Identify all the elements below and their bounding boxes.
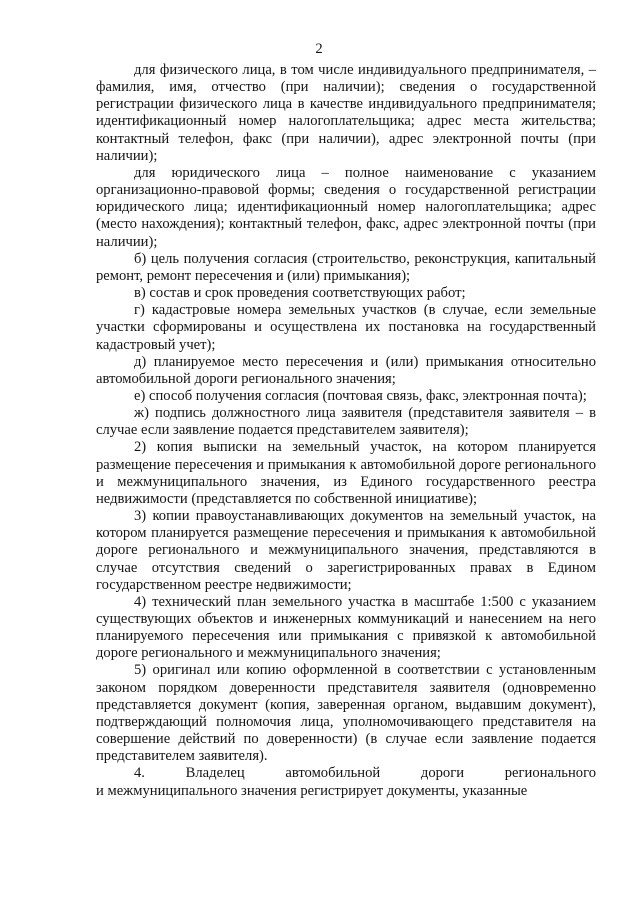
- paragraph-item-zh: ж) подпись должностного лица заявителя (представителя заявителя – в случае если заявление подается представителем заявителя);: [96, 405, 596, 439]
- paragraph-section-4-continued: и межмуниципального значения регистрирует документы, указанные: [96, 782, 528, 799]
- paragraph-item-e: е) способ получения согласия (почтовая связь, факс, электронная почта);: [134, 387, 587, 404]
- paragraph-point-4: 4) технический план земельного участка в масштабе 1:500 с указанием существующих объектов и инженерных коммуникаций и нанесением на него планируемого пересечения или примыкания с привязкой к автомобильной дороге регионального и межмуниципального значения;: [96, 593, 596, 662]
- paragraph-item-v: в) состав и срок проведения соответствующих работ;: [134, 285, 466, 302]
- paragraph-individual-requisites: для физического лица, в том числе индивидуального предпринимателя, – фамилия, имя, отчество (при наличии); сведения о государственной регистрации физического лица в качестве индивидуального предпринимателя; идентификационный номер налогоплательщика; адрес места жительства; контактный телефон, факс (при наличии), адрес электронной почты (при наличии);: [96, 62, 596, 164]
- paragraph-point-2: 2) копия выписки на земельный участок, на котором планируется размещение пересечения и примыкания к автомобильной дороге регионального и межмуниципального значения, из Единого государственного реестра недвижимости (представляется по собственной инициативе);: [96, 439, 596, 507]
- paragraph-legal-entity-requisites: для юридического лица – полное наименование с указанием организационно-правовой формы; сведения о государственной регистрации юридического лица; идентификационный номер налогоплательщика; адрес (место нахождения); контактный телефон, факс, адрес электронной почты (при наличии);: [96, 164, 596, 250]
- paragraph-point-5: 5) оригинал или копию оформленной в соответствии с установленным законом порядком доверенности представителя заявителя (одновременно представляется документ (копия, заверенная органом, выдавшим документ), подтверждающий полномочия лица, уполномочивающего представителя на совершение действий по доверенности) (в случае если заявление подается представителем заявителя).: [96, 662, 596, 765]
- paragraph-section-4: 4. Владелец автомобильной дороги регионального: [134, 765, 596, 782]
- paragraph-item-g: г) кадастровые номера земельных участков (в случае, если земельные участки сформированы и осуществлена их постановка на государственный кадастровый учет);: [96, 302, 596, 353]
- paragraph-item-b: б) цель получения согласия (строительство, реконструкция, капитальный ремонт, ремонт пересечения и (или) примыкания);: [96, 250, 596, 284]
- page-number: 2: [315, 41, 323, 57]
- paragraph-item-d: д) планируемое место пересечения и (или) примыкания относительно автомобильной дороги регионального значения;: [96, 353, 596, 387]
- paragraph-point-3: 3) копии правоустанавливающих документов на земельный участок, на котором планируется размещение пересечения и примыкания к автомобильной дороге регионального и межмуниципального значения, представляются в случае отсутствия сведений о зарегистрированных правах в Едином государственном реестре недвижимости;: [96, 508, 596, 593]
- document-body: [96, 62, 596, 800]
